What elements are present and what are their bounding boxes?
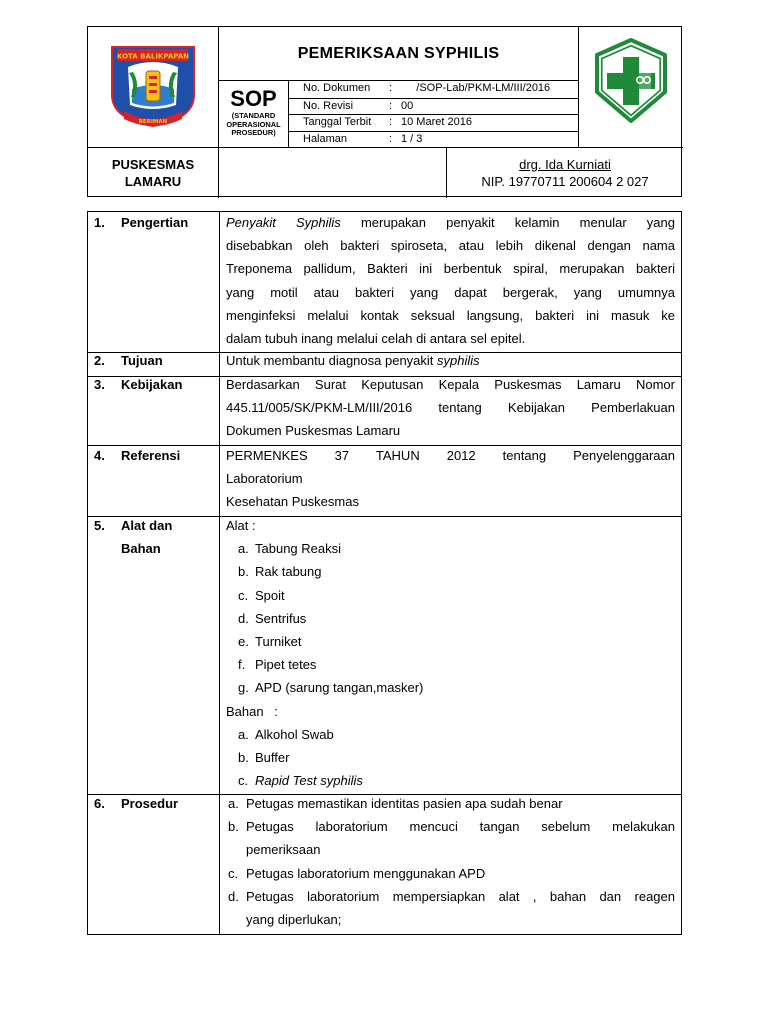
section-number: 3. [94, 377, 105, 392]
meta-label: No. Revisi [303, 99, 354, 112]
list-marker: e. [238, 634, 249, 650]
paragraph-line: Laboratorium [226, 471, 303, 487]
section-number: 2. [94, 353, 105, 368]
meta-value: 1 / 3 [401, 132, 423, 145]
sop-subtitle [219, 112, 288, 138]
italic-term: Penyakit Syphilis [226, 215, 341, 230]
crest-bottom-text: BERIMAN [138, 119, 168, 125]
paragraph-line [226, 349, 675, 372]
puskesmas-line2: LAMARU [124, 173, 182, 189]
list-marker: b. [238, 750, 249, 766]
list-marker: a. [238, 541, 249, 557]
meta-value: 00 [401, 99, 414, 112]
list-text: pemeriksaan [246, 842, 321, 858]
paragraph-line: menginfeksi melalui kontak seksual langsung, bakteri ini masuk ke [226, 307, 675, 323]
list-text: APD (sarung tangan,masker) [255, 680, 424, 696]
section-number: 1. [94, 215, 105, 230]
list-text: Buffer [255, 750, 290, 766]
list-item [226, 560, 675, 583]
crest-top-text: KOTA BALIKPAPAN [116, 52, 190, 61]
section-content-referensi [226, 444, 675, 514]
meta-colon: : [389, 99, 393, 112]
list-item [226, 792, 675, 815]
list-marker: a. [238, 726, 249, 742]
list-text: Petugas laboratorium mempersiapkan alat , bahan dan reagen [246, 888, 675, 904]
italic-term: syphilis [437, 353, 480, 368]
section-label-kebijakan: Kebijakan [121, 377, 183, 392]
list-item [226, 630, 675, 653]
list-item [226, 815, 675, 861]
sop-content-table [87, 211, 682, 935]
section-label-prosedur: Prosedur [121, 796, 179, 811]
meta-label: No. Dokumen [303, 82, 371, 94]
paragraph-line: 445.11/005/SK/PKM-LM/III/2016 tentang Kebijakan Pemberlakuan [226, 400, 675, 416]
section-label-alat-bahan [121, 514, 217, 561]
list-text: Spoit [255, 587, 285, 603]
meta-row-halaman [289, 131, 578, 148]
section-label-pengertian: Pengertian [121, 215, 189, 230]
list-marker: b. [238, 564, 249, 580]
sop-header-table [87, 26, 682, 197]
list-marker: c. [238, 773, 249, 789]
list-marker: c. [238, 587, 249, 603]
section-content-prosedur [226, 792, 675, 931]
list-marker: d. [228, 888, 239, 904]
list-marker: c. [228, 865, 239, 881]
list-marker: d. [238, 610, 249, 626]
alat-heading: Alat : [226, 518, 256, 533]
meta-colon: : [389, 116, 393, 128]
section-label-referensi: Referensi [121, 448, 181, 463]
paragraph-line: Dokumen Puskesmas Lamaru [226, 423, 401, 439]
document-title: PEMERIKSAAN SYPHILIS [219, 27, 578, 81]
puskesmas-line1: PUSKESMAS [111, 156, 195, 172]
balikpapan-logo-cell [88, 27, 219, 147]
label-line: Bahan [121, 541, 161, 557]
list-item [226, 537, 675, 560]
list-text: Sentrifus [255, 610, 307, 626]
paragraph-line: Berdasarkan Surat Keputusan Kepala Puskesmas Lamaru Nomor [226, 377, 675, 392]
list-text: Rak tabung [255, 564, 322, 580]
balikpapan-crest-icon [88, 27, 219, 147]
list-item [226, 653, 675, 676]
alat-list [226, 537, 675, 699]
paragraph-line: Kesehatan Puskesmas [226, 494, 359, 510]
list-text: Alkohol Swab [255, 726, 334, 742]
list-item [226, 607, 675, 630]
paragraph-line: yang motil atau bakteri yang dapat bergerak, yang umumnya [226, 284, 675, 300]
section-content-alat-bahan [226, 514, 675, 792]
paragraph-line: dalam tubuh inang melalui celah di antara sel epitel. [226, 331, 526, 347]
section-number: 6. [94, 796, 105, 811]
list-text: Turniket [255, 634, 302, 650]
list-item [226, 723, 675, 746]
signatory-name: drg. Ida Kurniati [519, 156, 611, 172]
meta-value: /SOP-Lab/PKM-LM/III/2016 [401, 82, 551, 94]
prosedur-list [226, 792, 675, 931]
list-marker: a. [228, 796, 239, 811]
text-span: merupakan penyakit kelamin menular yang [340, 215, 675, 230]
puskesmas-name [88, 147, 219, 198]
list-text: Petugas memastikan identitas pasien apa sudah benar [246, 796, 563, 811]
label-line: Alat dan [121, 518, 173, 533]
list-marker: f. [238, 657, 246, 673]
meta-row-dokumen [289, 81, 578, 98]
list-item [226, 862, 675, 885]
signatory-nip: NIP. 19770711 200604 2 027 [481, 173, 649, 189]
meta-row-revisi [289, 98, 578, 115]
signature-space [219, 147, 447, 198]
list-text: Rapid Test syphilis [255, 773, 363, 789]
list-item [226, 676, 675, 699]
bahan-list [226, 723, 675, 793]
signatory-block [447, 147, 683, 198]
meta-colon: : [389, 132, 393, 145]
section-content-kebijakan [226, 373, 675, 443]
meta-value: 10 Maret 2016 [401, 116, 472, 128]
puskesmas-logo-icon [579, 27, 684, 147]
section-number: 4. [94, 448, 105, 463]
meta-row-tanggal [289, 114, 578, 131]
meta-label: Tanggal Terbit [303, 116, 372, 128]
list-marker: b. [228, 819, 239, 835]
bahan-heading: Bahan : [226, 703, 279, 719]
list-text: Petugas laboratorium mencuci tangan sebelum melakukan [246, 819, 675, 835]
section-label-tujuan: Tujuan [121, 353, 163, 368]
paragraph-line: PERMENKES 37 TAHUN 2012 tentang Penyelenggaraan [226, 448, 675, 463]
sop-subtitle-line3: PROSEDUR) [231, 128, 276, 138]
section-content-tujuan [226, 349, 675, 372]
list-item [226, 769, 675, 792]
document-meta [289, 81, 578, 147]
column-divider [219, 212, 220, 934]
list-text: yang diperlukan; [246, 912, 342, 928]
sop-label-cell [219, 81, 289, 147]
section-content-pengertian [226, 211, 675, 350]
sop-subtitle-line2: OPERASIONAL [226, 119, 281, 129]
sop-label: SOP [230, 86, 277, 111]
list-text: Tabung Reaksi [255, 541, 341, 557]
paragraph-line [226, 211, 675, 234]
list-text: Petugas laboratorium menggunakan APD [246, 865, 486, 881]
list-item [226, 746, 675, 769]
text-span: Untuk membantu diagnosa penyakit [226, 353, 438, 368]
puskesmas-logo-cell [578, 27, 683, 147]
section-number: 5. [94, 518, 105, 533]
meta-label: Halaman [303, 132, 348, 145]
list-marker: g. [238, 680, 249, 696]
sop-subtitle-line1: (STANDARD [231, 111, 276, 120]
meta-colon: : [389, 82, 393, 94]
list-text: Pipet tetes [255, 657, 317, 673]
paragraph-line: Treponema pallidum, Bakteri ini berbentuk spiral, merupakan bakteri [226, 261, 675, 277]
list-item [226, 584, 675, 607]
list-item [226, 885, 675, 931]
paragraph-line: disebabkan oleh bakteri spiroseta, atau lebih dikenal dengan nama [226, 238, 675, 254]
